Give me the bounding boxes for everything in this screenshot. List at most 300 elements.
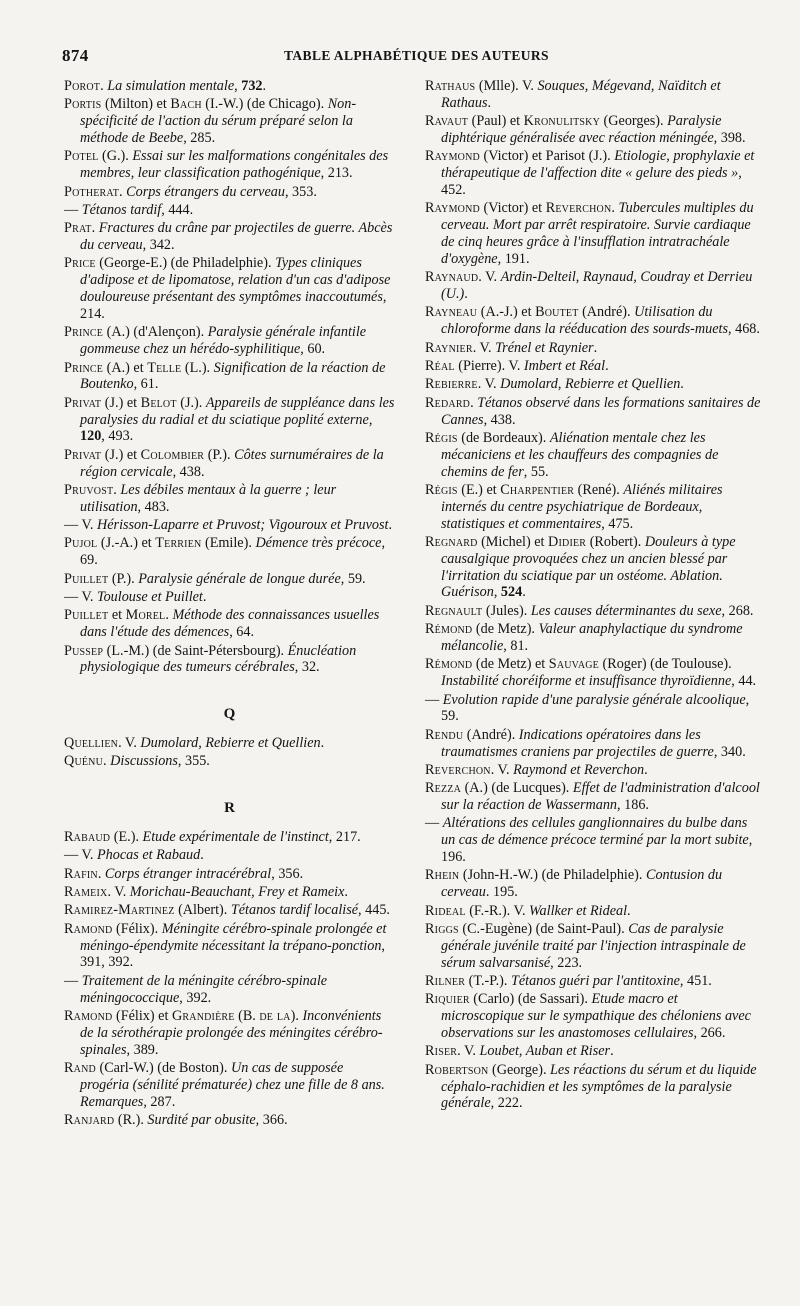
entry-text: (Mlle). V. — [475, 78, 538, 94]
author-name: Price — [64, 255, 96, 272]
entry-text: (P.). — [108, 570, 139, 587]
author-name: Kronulitsky — [523, 113, 600, 130]
index-entry — [64, 447, 395, 481]
article-title: Inconvénients de la sérothérapie prolongée des méningites cérébro-spinales — [80, 1008, 383, 1058]
entry-text: (George). — [488, 1061, 551, 1078]
article-title: Utilisation du chloroforme dans la rééducation des sourds-muets — [441, 304, 729, 338]
article-title: Tétanos observé dans les formations sanitaires de Cannes — [441, 394, 761, 428]
entry-text: (René). — [574, 481, 624, 498]
author-name: Terrien — [155, 535, 202, 552]
entry-text: , 483. — [137, 498, 170, 515]
index-entry — [425, 269, 761, 303]
index-entry — [425, 430, 761, 481]
entry-text: . — [91, 220, 99, 237]
entry-text: , — [368, 411, 373, 428]
entry-text: . — [262, 78, 267, 94]
entry-text: (André). — [463, 726, 519, 743]
entry-text: (André). — [578, 304, 635, 321]
article-title: Discussions — [110, 753, 178, 770]
article-title: Valeur anaphylactique du syndrome mélancolie — [441, 621, 743, 654]
entry-text: , 59. — [441, 691, 750, 725]
author-name: Prince — [64, 359, 104, 376]
index-entry — [64, 847, 395, 864]
left-column — [64, 78, 395, 1130]
author-name: Quénu — [64, 753, 104, 770]
entry-text: , 69. — [80, 535, 386, 569]
author-name: Rhein — [425, 867, 460, 884]
article-title: Non-spécificité de l'action du sérum préparé selon la méthode de Beebe — [80, 96, 357, 147]
entries-r-continued — [425, 78, 761, 1112]
entry-text: (Pierre). V. — [454, 358, 524, 374]
author-name: Potel — [64, 148, 99, 165]
article-title: Phocas et Rabaud — [97, 847, 201, 864]
author-name: Riquier — [425, 991, 470, 1008]
entry-text: , 222. — [490, 1095, 523, 1112]
article-title: Côtes surnuméraires de la région cervicale — [80, 446, 384, 480]
author-name: Rathaus — [425, 78, 476, 94]
index-entry — [425, 200, 761, 267]
author-name: Raymond — [425, 200, 480, 217]
entries-q — [64, 735, 395, 770]
index-entry — [425, 148, 761, 199]
index-entry — [425, 991, 761, 1042]
index-entry — [64, 973, 395, 1007]
page-header — [62, 46, 762, 74]
article-title: Effet de l'administration d'alcool sur la réaction de Wassermann — [441, 780, 760, 814]
author-name: Robertson — [425, 1061, 489, 1078]
article-title: Paralysie générale de longue durée — [138, 570, 341, 587]
entry-text: (A.) (d'Alençon). — [103, 324, 208, 341]
article-title: Méningite cérébro-spinale prolongée et méningo-épendymite nécessitant la trépano-ponction — [80, 920, 387, 954]
entry-text: , 340. — [713, 743, 746, 760]
index-entry — [64, 589, 395, 606]
article-title: Loubet, Auban et Riser — [479, 1043, 611, 1060]
entry-text: — — [425, 691, 443, 708]
entry-text: , 186. — [617, 797, 649, 814]
article-title: Énucléation physiologique des tumeurs cérébrales — [80, 642, 357, 676]
index-entry — [64, 78, 395, 95]
entry-text: . V. — [457, 1043, 480, 1060]
index-entry — [425, 903, 761, 920]
entry-text: . V. — [478, 269, 501, 286]
author-name: Prat — [64, 220, 92, 237]
page-ref-bold: 732 — [241, 78, 263, 94]
entry-text: (B. — [234, 1008, 260, 1024]
article-title: Trénel et Raynier — [495, 339, 594, 356]
author-name: Réal — [425, 358, 455, 374]
entry-text: , 44. — [731, 673, 757, 690]
index-entry — [425, 376, 761, 393]
author-name: Pruvost — [64, 481, 114, 498]
index-entry — [64, 360, 395, 394]
entry-text: (L.-M.) (de Saint-Pétersbourg). — [103, 642, 288, 659]
author-name: Quellien — [64, 735, 119, 752]
entry-text: , 32. — [294, 659, 320, 676]
article-title: Aliénation mentale chez les mécaniciens et les chauffeurs des compagnies de chemins de fer — [441, 429, 719, 480]
article-title: Dumolard, Rebierre et Quellien — [500, 376, 681, 393]
index-entry — [64, 324, 395, 358]
author-name: Ranjard — [64, 1112, 115, 1129]
author-name: Belot — [140, 394, 177, 411]
entry-text: (Robert). — [586, 533, 645, 550]
article-title: Paralysie générale infantile gommeuse chez un hérédo-syphilitique — [80, 324, 367, 358]
author-name: Ramond — [64, 920, 113, 937]
section-heading-q: Q — [223, 706, 236, 723]
author-name: de la — [259, 1008, 291, 1024]
entry-text: , 64. — [229, 624, 255, 641]
index-entry — [64, 517, 395, 534]
entry-text: (C.-Eugène) (de Saint-Paul). — [458, 921, 629, 937]
entry-text: , 214. — [80, 289, 387, 322]
article-title: Tubercules multiples du cerveau. Mort par arrêt respiratoire. Survie cardiaque de cinq heures grâce à l'insufflation intratrachéale d'oxygène — [441, 200, 754, 267]
entry-text: (E.). — [110, 829, 143, 846]
index-entry — [425, 656, 761, 690]
entry-text: (Carlo) (de Sassari). — [469, 991, 592, 1008]
author-name: Rabaud — [64, 829, 111, 846]
entry-text: . — [644, 761, 648, 778]
article-title: Aliénés militaires internés du centre psychiatrique de Bordeaux, statistiques et commentaires — [441, 481, 723, 532]
entry-text: (de Metz). — [472, 621, 539, 638]
author-name: Reverchon — [425, 761, 491, 778]
author-name: Morel — [125, 607, 166, 624]
author-name: Privat — [64, 394, 102, 411]
article-title: Wallker et Rideal — [529, 902, 628, 919]
entry-text: (de Metz) et — [472, 656, 549, 673]
entry-text: , 196. — [441, 832, 753, 866]
index-entry — [64, 202, 395, 219]
index-entry — [64, 148, 395, 182]
index-entry — [425, 78, 761, 112]
entry-text: , 342. — [142, 237, 175, 254]
article-title: Evolution rapide d'une paralysie générale alcoolique — [442, 691, 746, 708]
author-name: Pussep — [64, 642, 104, 659]
entry-text: (George-E.) (de Philadelphie). — [95, 255, 276, 272]
entry-text: , 59. — [340, 570, 366, 587]
entry-text: . — [593, 339, 598, 356]
index-entry — [64, 482, 395, 516]
index-entry — [64, 395, 395, 446]
author-name: Portis — [64, 96, 102, 113]
entry-text: . — [464, 286, 468, 303]
article-title: Souques, Mégevand, Naïditch et Rathaus — [441, 78, 721, 111]
article-title: La simulation mentale — [107, 78, 235, 94]
article-title: Indications opératoires dans les traumatismes craniens par projectiles de guerre — [441, 726, 714, 760]
author-name: Prince — [64, 324, 104, 341]
author-name: Ramirez-Martinez — [64, 902, 175, 919]
article-title: Contusion du cerveau — [441, 867, 723, 901]
author-name: Telle — [147, 359, 182, 376]
article-title: Surdité par obusite — [147, 1112, 256, 1129]
entry-text: . — [200, 847, 204, 864]
article-title: Signification de la réaction de Boutenko — [80, 359, 386, 393]
entry-text: , 191. — [497, 250, 530, 267]
entry-text: (Emile). — [201, 535, 256, 552]
entry-text: . V. — [477, 376, 501, 393]
author-name: Riser — [425, 1043, 458, 1060]
article-title: Appareils de suppléance dans les paralysies du radial et du sciatique poplité externe — [80, 394, 395, 428]
entry-text: , 60. — [300, 341, 326, 358]
index-entry — [425, 358, 761, 375]
author-name: Raymond — [425, 148, 480, 165]
article-title: Types cliniques d'adipose et de lipomatose, relation d'un cas d'adipose douloureuse présentant des symptômes inaccoutumés — [80, 255, 391, 306]
author-name: Puillet — [64, 570, 109, 587]
index-entry — [64, 255, 395, 322]
index-entry — [425, 921, 761, 972]
entry-text: , 444. — [161, 201, 194, 218]
article-title: Un cas de supposée progéria (sénilité prématurée) chez une fille de 8 ans. Remarques — [80, 1060, 385, 1110]
article-title: Traitement de la méningite cérébro-spinale méningococcique — [80, 972, 328, 1006]
entry-text: , 287. — [143, 1093, 176, 1110]
entry-text: (A.-J.) et — [477, 304, 536, 321]
author-name: Colombier — [140, 446, 205, 463]
article-title: Douleurs à type causalgique provoquées chez un ancien blessé par l'irritation du sciatique par un ostéome. Ablation. Guérison — [441, 533, 736, 601]
author-name: Rémond — [425, 656, 473, 673]
author-name: Reverchon — [545, 200, 612, 217]
entry-text: (J.) et — [101, 394, 141, 411]
article-title: Corps étranger intracérébral — [104, 865, 272, 882]
index-entry — [64, 1060, 395, 1111]
author-name: Potherat — [64, 183, 120, 200]
right-column — [425, 78, 761, 1114]
article-title: Etude expérimentale de l'instinct — [142, 829, 329, 846]
author-name: Charpentier — [500, 481, 575, 498]
entry-text: (L.). — [181, 359, 214, 376]
author-name: Rand — [64, 1060, 96, 1077]
entry-text: (J.). — [176, 394, 206, 411]
author-name: Raynier — [425, 339, 473, 356]
index-entry — [425, 815, 761, 866]
entry-text: . — [113, 481, 121, 498]
entry-text: (A.) (de Lucques). — [461, 780, 573, 797]
entry-text: . — [522, 584, 526, 601]
author-name: Rendu — [425, 726, 464, 743]
entry-text: , 81. — [503, 638, 529, 654]
page-number: 874 — [62, 46, 89, 65]
author-name: Rebierre — [425, 376, 478, 393]
entry-text: . — [165, 607, 173, 624]
author-name: Bach — [170, 96, 202, 113]
entry-text: (G.). — [98, 148, 133, 165]
article-title: Tétanos tardif localisé — [230, 902, 359, 919]
index-entry — [64, 735, 395, 752]
index-entry — [425, 395, 761, 429]
article-title: Instabilité choréiforme et insuffisance thyroïdienne — [441, 673, 732, 690]
entry-text: . — [627, 902, 631, 919]
index-entry — [425, 304, 761, 338]
entry-text: . — [202, 588, 207, 605]
entries-p — [64, 78, 395, 676]
article-title: Etiologie, prophylaxie et thérapeutique de l'affection dite « gelure des pieds » — [441, 148, 755, 182]
entry-text: , 285. — [183, 130, 216, 147]
entry-text: . V. — [472, 339, 496, 356]
index-entry — [64, 866, 395, 883]
running-title: TABLE ALPHABÉTIQUE DES AUTEURS — [284, 48, 549, 63]
index-entry — [64, 884, 395, 901]
article-title: Essai sur les malformations congénitales des membres, leur classification pathogénique — [80, 148, 389, 182]
author-name: Rilner — [425, 973, 466, 990]
entry-text: (Georges). — [600, 113, 668, 130]
index-entry — [64, 220, 395, 254]
article-title: Tétanos guéri par l'antitoxine — [510, 973, 680, 990]
entry-text: . V. — [118, 735, 141, 752]
entry-text: , 268. — [721, 602, 754, 619]
entry-text: , 266. — [693, 1025, 726, 1042]
entry-text: . — [119, 183, 127, 200]
entry-text: , 355. — [177, 753, 210, 770]
entry-text: (J.-A.) et — [97, 535, 156, 552]
author-name: Raynaud — [425, 269, 479, 286]
entry-text: , 451. — [679, 973, 712, 990]
index-entry — [64, 643, 395, 677]
author-name: Riggs — [425, 921, 459, 937]
entry-text: . — [388, 517, 393, 534]
entry-text: (P.). — [204, 446, 235, 463]
entry-text: (de Bordeaux). — [457, 429, 550, 446]
entry-text: — — [64, 972, 82, 989]
article-title: Méthode des connaissances usuelles dans l'étude des démences — [80, 607, 380, 641]
entry-text: . — [103, 753, 111, 770]
article-title: Altérations des cellules ganglionnaires du bulbe dans un cas de démence précoce terminé par la mort subite — [441, 815, 749, 849]
entry-text: , 55. — [523, 463, 549, 480]
entry-text: . — [487, 94, 492, 111]
author-name: Rémond — [425, 621, 473, 638]
page-ref-bold: 120 — [80, 428, 102, 445]
entry-text: (John-H.-W.) (de Philadelphie). — [459, 867, 646, 884]
entry-text: , 213. — [320, 165, 353, 182]
entry-text: (J.) et — [101, 446, 141, 463]
entry-text: , 438. — [172, 463, 205, 480]
author-name: Regnard — [425, 533, 478, 550]
index-entry — [425, 482, 761, 533]
author-name: Pujol — [64, 535, 98, 552]
index-entry — [64, 1112, 395, 1129]
entry-text: (T.-P.). — [465, 973, 511, 990]
index-entry — [425, 621, 761, 655]
author-name: Redard — [425, 394, 471, 411]
article-title: Ardin-Delteil, Raynaud, Coudray et Derrieu (U.) — [441, 269, 753, 303]
entry-text: . 195. — [485, 884, 518, 901]
author-name: Grandière — [171, 1008, 235, 1024]
entry-text: (Carl-W.) (de Boston). — [95, 1060, 231, 1077]
entry-text: , — [234, 78, 242, 94]
entry-text: , 61. — [133, 376, 159, 393]
author-name: Rezza — [425, 780, 462, 797]
entry-text: , 392. — [179, 989, 212, 1006]
entry-text: — — [425, 815, 443, 832]
index-entry — [425, 534, 761, 601]
entry-text: , 223. — [550, 954, 583, 971]
article-title: Les causes déterminantes du sexe — [530, 602, 722, 619]
entry-text: (Paul) et — [468, 113, 524, 130]
article-title: Imbert et Réal — [523, 358, 606, 374]
entry-text: (Félix) et — [112, 1008, 172, 1024]
entry-text: , 452. — [441, 165, 742, 199]
index-entry — [64, 184, 395, 201]
entry-text: (Victor) et — [479, 200, 546, 217]
index-entry — [425, 727, 761, 761]
entry-text: , 468. — [728, 321, 760, 338]
entry-text: — — [64, 201, 82, 218]
entry-text: . — [344, 884, 348, 901]
index-entry — [64, 921, 395, 972]
entry-text: (A.) et — [103, 359, 148, 376]
entry-text: . — [605, 358, 609, 374]
entry-text: , 356. — [271, 865, 304, 882]
author-name: Boutet — [535, 304, 579, 321]
article-title: Fractures du crâne par projectiles de guerre. Abcès du cerveau — [80, 220, 393, 254]
index-entry — [64, 753, 395, 770]
entry-text: (Jules). — [482, 602, 531, 619]
entry-text: — V. — [64, 847, 97, 864]
author-name: Regnault — [425, 602, 483, 619]
entry-text: . — [320, 735, 325, 752]
entry-text: , 445. — [358, 902, 390, 919]
article-title: Hérisson-Laparre et Pruvost; Vigouroux et Pruvost — [97, 517, 389, 534]
entry-text: , 438. — [483, 411, 516, 428]
entry-text: . — [97, 865, 105, 882]
entry-text: . — [680, 376, 684, 393]
author-name: Porot — [64, 78, 101, 94]
article-title: Toulouse et Puillet — [97, 588, 203, 605]
author-name: Régis — [425, 429, 458, 446]
author-name: Rafin — [64, 865, 98, 882]
author-name: Sauvage — [548, 656, 599, 673]
entry-text: . V. — [107, 884, 130, 901]
entry-text: (F.-R.). V. — [465, 902, 530, 919]
index-entry — [425, 1043, 761, 1060]
entry-text: — V. — [64, 588, 97, 605]
author-name: Ramond — [64, 1008, 113, 1024]
entry-text: , 353. — [284, 183, 317, 200]
index-entry — [64, 535, 395, 569]
entry-text: . — [611, 200, 619, 217]
index-entry — [425, 762, 761, 779]
entry-text: (Roger) (de Toulouse). — [598, 656, 732, 673]
entry-text: , 391, 392. — [80, 937, 385, 971]
entry-text: , 398. — [713, 130, 746, 147]
entry-text: (Milton) et — [101, 96, 171, 113]
entry-text: , — [493, 584, 501, 601]
entry-text: , 389. — [126, 1041, 159, 1058]
article-title: Corps étrangers du cerveau — [126, 183, 285, 200]
index-entry — [425, 780, 761, 814]
entry-text: (Félix). — [112, 920, 162, 937]
entry-text: , 217. — [328, 829, 361, 846]
entry-text: — V. — [64, 517, 97, 534]
article-title: Les débiles mentaux à la guerre ; leur utilisation — [80, 481, 337, 515]
author-name: Rayneau — [425, 304, 478, 321]
article-title: Paralysie diphtérique généralisée avec réaction méningée — [441, 113, 722, 147]
entry-text: , 493. — [101, 428, 134, 445]
index-entry — [425, 113, 761, 147]
index-entry — [425, 692, 761, 726]
entry-text: (Victor) et Parisot (J.). — [479, 148, 615, 165]
entry-text: (I.-W.) (de Chicago). — [201, 96, 328, 113]
section-heading-r: R — [224, 800, 235, 817]
index-entry — [425, 867, 761, 901]
article-title: Démence très précoce — [255, 535, 382, 552]
entry-text: (Albert). — [174, 902, 231, 919]
index-entry — [64, 571, 395, 588]
article-title: Raymond et Reverchon — [513, 761, 645, 778]
author-name: Rameix — [64, 884, 108, 901]
entry-text: ). — [290, 1008, 303, 1024]
entry-text: . V. — [490, 761, 514, 778]
index-entry — [425, 340, 761, 357]
author-name: Puillet — [64, 607, 109, 624]
author-name: Rideal — [425, 902, 466, 919]
author-name: Privat — [64, 446, 102, 463]
